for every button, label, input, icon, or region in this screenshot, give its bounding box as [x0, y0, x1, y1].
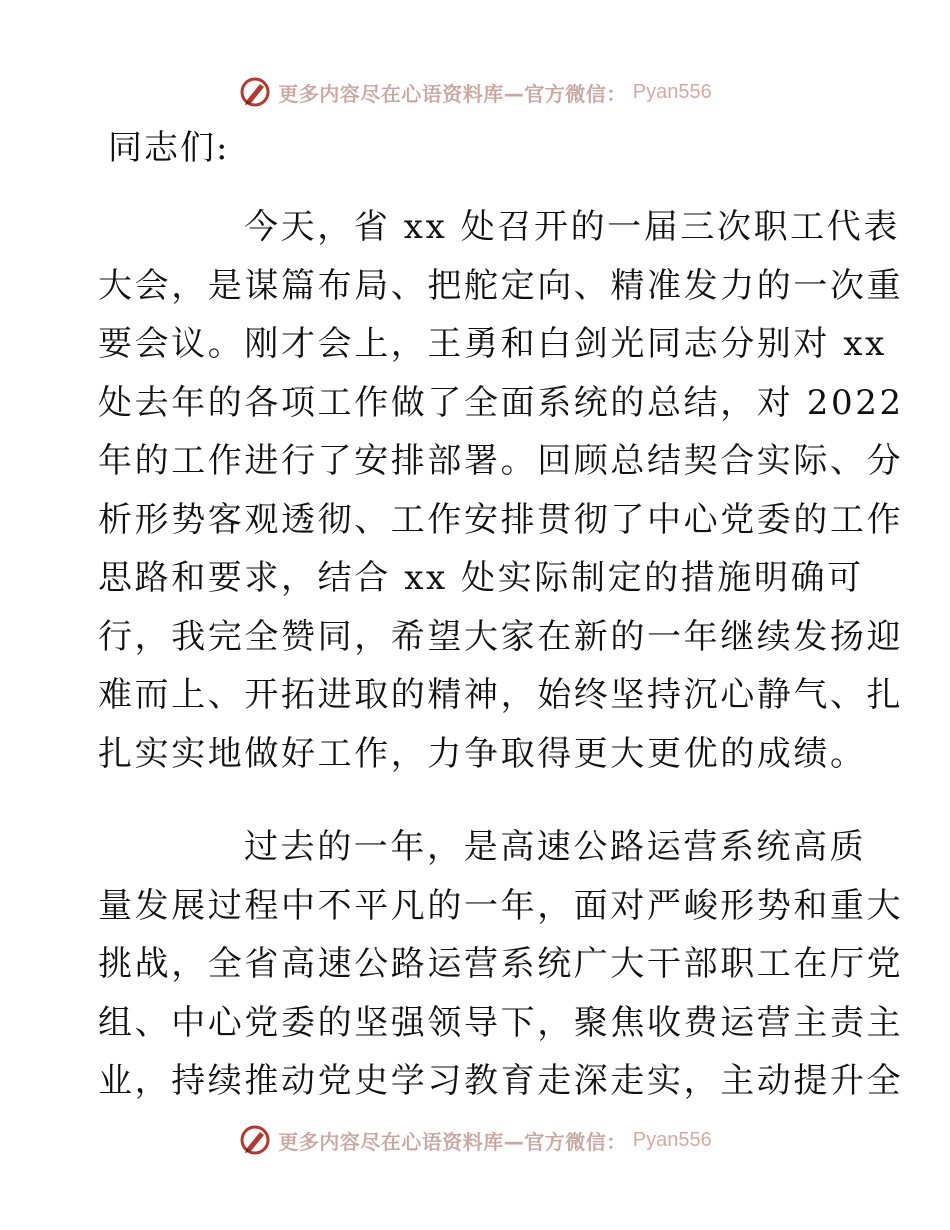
footer-banner [0, 1120, 950, 1160]
greeting: 同志们: [108, 128, 230, 168]
paragraph-1-line: 年的工作进行了安排部署。回顾总结契合实际、分 [98, 441, 904, 481]
paragraph-1-line: 行，我完全赞同，希望大家在新的一年继续发扬迎 [98, 616, 904, 657]
footer-banner-text: 更多内容尽在心语资料库—官方微信： [278, 1129, 627, 1154]
paragraph-2-line: 挑战，全省高速公路运营系统广大干部职工在厅党 [98, 944, 904, 984]
header-banner [0, 72, 950, 112]
pen-logo-icon [238, 75, 272, 109]
paragraph-2-line: 业，持续推动党史学习教育走深走实，主动提升全 [98, 1061, 904, 1101]
footer-wechat-id: Pyan556 [632, 1128, 712, 1151]
paragraph-1-line: 析形势客观透彻、工作安排贯彻了中心党委的工作 [98, 499, 904, 540]
paragraph-2-line: 过去的一年，是高速公路运营系统高质 [244, 827, 867, 867]
header-wechat-id: Pyan556 [632, 80, 712, 103]
paragraph-1-line: 要会议。刚才会上，王勇和白剑光同志分别对 xx [98, 324, 887, 364]
paragraph-1-line: 扎实实地做好工作，力争取得更大更优的成绩。 [98, 733, 867, 774]
paragraph-2-line: 量发展过程中不平凡的一年，面对严峻形势和重大 [98, 885, 904, 926]
paragraph-1-line: 难而上、开拓进取的精神，始终坚持沉心静气、扎 [98, 675, 904, 715]
pen-logo-icon [238, 1123, 272, 1157]
paragraph-1-line: 思路和要求，结合 xx 处实际制定的措施明确可 [98, 558, 864, 598]
paragraph-1-line: 大会，是谋篇布局、把舵定向、精准发力的一次重 [98, 265, 904, 306]
paragraph-1-line: 今天，省 xx 处召开的一届三次职工代表 [244, 207, 900, 247]
paragraph-2-line: 组、中心党委的坚强领导下，聚焦收费运营主责主 [98, 1002, 904, 1043]
header-banner-text: 更多内容尽在心语资料库—官方微信： [278, 81, 627, 106]
paragraph-1-line: 处去年的各项工作做了全面系统的总结，对 2022 [98, 382, 904, 423]
document-body [98, 198, 904, 1111]
